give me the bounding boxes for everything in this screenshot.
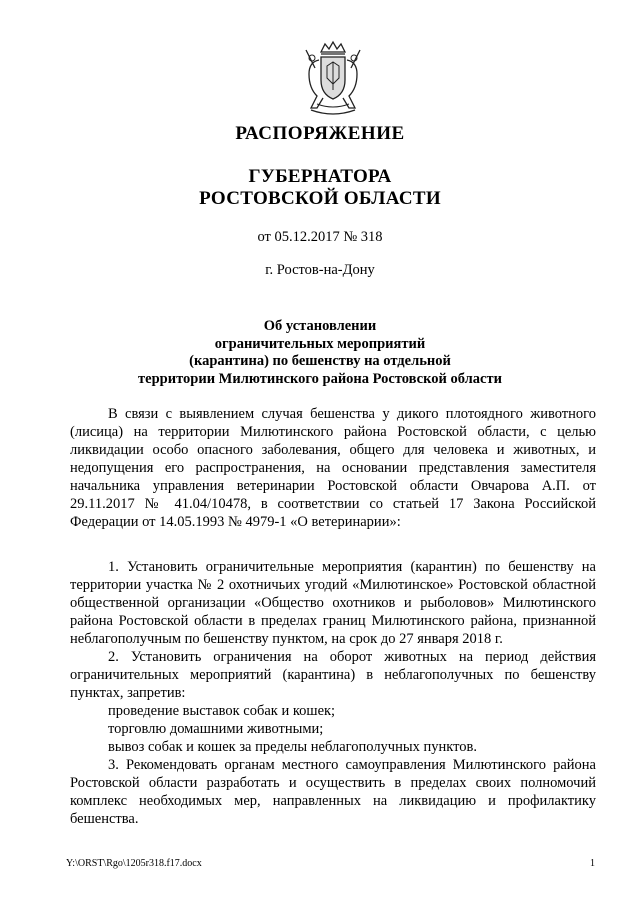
- preamble-section: [70, 405, 596, 531]
- issuer-title-line: РОСТОВСКОЙ ОБЛАСТИ: [199, 188, 441, 209]
- order-item-1: 1. Установить ограничительные мероприятия (карантин) по бешенству на территории участка № 2 охотничьих угодий «Милютинское» Ростовской областной общественной организации «Общество охотников и рыболовов» Милютинского района Ростовской области в пределах границ Милютинского района, признанной неблагополучным по бешенству пунктом, на срок до 27 января 2018 г.: [70, 559, 596, 647]
- preamble-paragraph: В связи с выявлением случая бешенства у дикого плотоядного животного (лисица) на территории Милютинского района Ростовской области, с целью ликвидации особо опасного заболевания, общего для человека и животных, и недопущения его распространения, на основании представления заместителя начальника управления ветеринарии Ростовской области Овчарова А.П. от 29.11.2017 № 41.04/10478, в соответствии со статьей 17 Закона Российской Федерации от 14.05.1993 № 4979-1 «О ветеринарии»:: [70, 406, 596, 530]
- order-items-section: [70, 558, 596, 828]
- prohibition-item: проведение выставок собак и кошек;: [108, 703, 336, 719]
- prohibition-item: вывоз собак и кошек за пределы неблагополучных пунктов.: [108, 739, 477, 755]
- page-number: 1: [590, 858, 595, 869]
- document-subject: [0, 318, 640, 388]
- subject-line: территории Милютинского района Ростовской области: [138, 370, 502, 387]
- prohibition-item: торговлю домашними животными;: [108, 721, 324, 737]
- document-date-number: от 05.12.2017 № 318: [257, 229, 383, 245]
- subject-line: Об установлении: [263, 318, 377, 334]
- coat-of-arms-icon: [297, 38, 369, 120]
- document-city: г. Ростов-на-Дону: [265, 262, 375, 278]
- footer-file-path: Y:\ORST\Rgo\1205r318.f17.docx: [66, 858, 202, 869]
- order-item-2: 2. Установить ограничения на оборот животных на период действия ограничительных мероприятий (карантина) в неблагополучных по бешенству пунктах, запретив:: [70, 649, 596, 701]
- issuer-title-line: ГУБЕРНАТОРА: [248, 166, 392, 187]
- document-type-title: РАСПОРЯЖЕНИЕ: [235, 123, 405, 144]
- subject-line: (карантина) по бешенству на отдельной: [189, 353, 451, 369]
- issuer-title: [0, 166, 640, 210]
- order-item-3: 3. Рекомендовать органам местного самоуправления Милютинского района Ростовской области разработать и осуществить в пределах своих полномочий комплекс необходимых мер, направленных на ликвидацию и профилактику бешенства.: [70, 757, 596, 827]
- subject-line: ограничительных мероприятий: [214, 335, 426, 352]
